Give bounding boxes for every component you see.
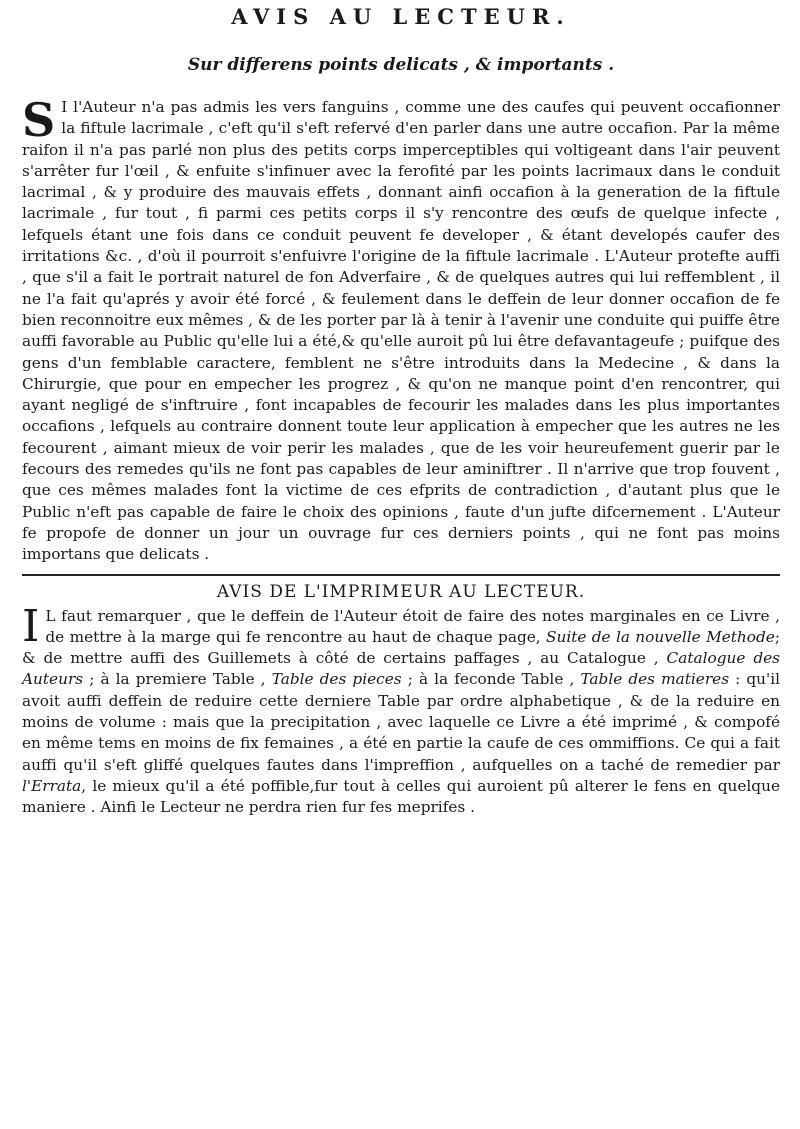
preface-paragraph: [22, 93, 780, 566]
notice-italic-1: Suite de la nouvelle Methode: [546, 627, 775, 646]
notice-italic-5: l'Errata: [22, 776, 82, 795]
preface-text: I l'Auteur n'a pas admis les vers fanguins , comme une des caufes qui peuvent occafionner la fiftule lacrimale , c'eft qu'il s'eft refervé d'en parler dans une autre occafion. Par la même raifon il n'a pas parlé non plus des petits corps imperceptibles qui voltigeant dans l'air peuvent s'arrêter fur l'œil , & enfuite s'infinuer avec la ferofité par les points lacrimaux dans le conduit lacrimal , & y produire des mauvais effets , donnant ainfi occafion à la generation de la fiftule lacrimale , fur tout , fi parmi ces petits corps il s'y rencontre des œufs de quelque infecte , lefquels étant une fois dans ce conduit peuvent fe developer , & étant developés caufer des irritations &c. , d'où il pourroit s'enfuivre l'origine de la fiftule lacrimale . L'Auteur protefte auffi , que s'il a fait le portrait naturel de fon Adverfaire , & de quelques autres qui lui reffemblent , il ne l'a fait qu'aprés y avoir été forcé , & feulement dans le deffein de leur donner occafion de fe bien reconnoitre eux mêmes , & de les porter par là à tenir à l'avenir une conduite qui puiffe être auffi favorable au Public qu'elle lui a été,& qu'elle auroit pû lui être defavantageufe ; puifque des gens d'un femblable caractere, femblent ne s'être introduits dans la Medecine , & dans la Chirurgie, que pour en empecher les progrez , & qu'on ne manque point d'en rencontrer, qui ayant negligé de s'inftruire , font incapables de fecourir les malades dans les plus importantes occafions , lefquels au contraire donnent toute leur application à empecher que les autres ne les fecourent , aimant mieux de voir perir les malades , que de les voir heureufement guerir par le fecours des remedes qu'ils ne font pas capables de leur aminiftrer . Il n'arrive que trop fouvent , que ces mêmes malades font la victime de ces efprits de contradiction , d'autant plus que le Public n'eft pas capable de faire le choix des opinions , faute d'un jufte difcernement . L'Auteur fe propofe de donner un jour un ouvrage fur ces derniers points , qui ne font pas moins importans que delicats .: [22, 98, 780, 564]
notice-italic-4: Table des matieres: [580, 670, 730, 689]
page-subtitle: Sur differens points delicats , & importants .: [187, 55, 615, 75]
notice-italic-2: Catalogue des Auteurs: [22, 649, 781, 689]
section-title: AVIS DE L'IMPRIMEUR AU LECTEUR.: [216, 581, 586, 602]
notice-text-6: , le mieux qu'il a été poffible,fur tout à celles qui auroient pû alterer le fens en quelque maniere . Ainfi le Lecteur ne perdra rien fur fes meprifes .: [22, 776, 780, 817]
notice-text-3: ; à la premiere Table ,: [83, 670, 272, 689]
notice-text-4: ; à la feconde Table ,: [401, 670, 581, 689]
notice-text-2: ; & de mettre auffi des Guillemets à côté de certains paffages , au Catalogue ,: [22, 627, 780, 668]
dropcap-letter: S: [22, 93, 56, 147]
notice-text-1: L faut remarquer , que le deffein de l'Auteur étoit de faire des notes marginales en ce Livre , de mettre à la marge qui fe rencontre au haut de chaque page,: [45, 606, 780, 646]
section-divider: [22, 574, 780, 576]
page-title: AVIS AU LECTEUR.: [231, 4, 571, 29]
notice-text-5: : qu'il avoit auffi deffein de reduire cette derniere Table par ordre alphabetique , & de la reduire en moins de volume : mais que la precipitation , avec laquelle ce Livre a été imprimé , & compofé en même tems en moins de fix femaines , a été en partie la caufe de ces ommiffions. Ce qui a fait auffi qu'il s'eft gliffé quelques fautes dans l'impreffion , aufquelles on a taché de remedier par: [22, 670, 781, 774]
dropcap-letter: I: [22, 600, 40, 652]
notice-italic-3: Table des pieces: [271, 670, 402, 689]
printer-notice-paragraph: [22, 600, 781, 819]
document-page: [22, 0, 780, 1129]
